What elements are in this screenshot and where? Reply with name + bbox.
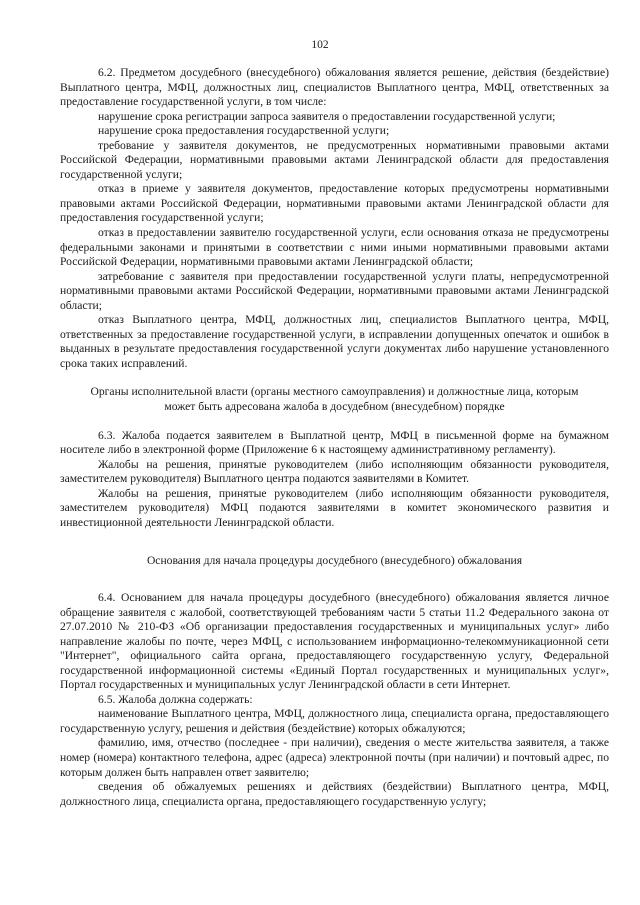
section-heading: Органы исполнительной власти (органы местного самоуправления) и должностные лица, которым может быть адресована жалоба в досудебном (внесудебном) порядке <box>90 385 579 414</box>
list-item: требование у заявителя документов, не предусмотренных нормативными правовыми актами Российской Федерации, нормативными правовыми актами Ленинградской области для предоставления государственной услуги; <box>60 138 609 181</box>
page-number: 102 <box>311 39 329 51</box>
list-item: отказ Выплатного центра, МФЦ, должностных лиц, специалистов Выплатного центра, МФЦ, ответственных за предоставление государственной услуги, в исправлении допущенных опечаток и ошибок в выданных в результате предоставления государственной услуги документах либо нарушение установленного срока таких исправлений. <box>60 313 609 370</box>
section-heading: Основания для начала процедуры досудебного (внесудебного) обжалования <box>146 554 523 568</box>
list-item: наименование Выплатного центра, МФЦ, должностного лица, специалиста органа, предоставляющего государственную услугу, решения и действия (бездействие) которых обжалуются; <box>60 707 609 735</box>
paragraph-6-3: 6.3. Жалоба подается заявителем в Выплатной центр, МФЦ в письменной форме на бумажном носителе либо в электронной форме (Приложение 6 к настоящему административному регламенту). <box>60 428 609 457</box>
list-item: отказ в предоставлении заявителю государственной услуги, если основания отказа не предусмотрены федеральными законами и принятыми в соответствии с ними иными нормативными правовыми актами Российской Федерации, нормативными правовыми актами Ленинградской области; <box>60 226 609 269</box>
list-item: сведения об обжалуемых решениях и действиях (бездействии) Выплатного центра, МФЦ, должностного лица, специалиста органа, предоставляющего государственную услугу; <box>60 780 609 808</box>
list-item: фамилию, имя, отчество (последнее - при наличии), сведения о месте жительства заявителя, а также номер (номера) контактного телефона, адрес (адреса) электронной почты (при наличии) и почтовый адрес, по которым должен быть направлен ответ заявителю; <box>60 736 609 779</box>
paragraph: Жалобы на решения, принятые руководителем (либо исполняющим обязанности руководителя, заместителем руководителя) МФЦ подаются заявителями в комитет экономического развития и инвестиционной деятельности Ленинградской области. <box>60 486 609 529</box>
list-item: затребование с заявителя при предоставлении государственной услуги платы, непредусмотренной нормативными правовыми актами Российской Федерации, нормативными правовыми актами Ленинградской области; <box>60 269 609 312</box>
paragraph: Жалобы на решения, принятые руководителем (либо исполняющим обязанности руководителя, заместителем руководителя) Выплатного центра подаются заявителями в Комитет. <box>60 457 609 486</box>
paragraph-6-2: 6.2. Предметом досудебного (внесудебного) обжалования является решение, действия (бездействие) Выплатного центра, МФЦ, должностных лиц, специалистов Выплатного центра, МФЦ, ответственных за предоставление государственной услуги, в том числе: <box>60 66 609 109</box>
list-item: нарушение срока предоставления государственной услуги; <box>98 124 390 138</box>
document-body <box>60 66 609 809</box>
list-item: нарушение срока регистрации запроса заявителя о предоставлении государственной услуги; <box>98 109 556 123</box>
paragraph-6-5: 6.5. Жалоба должна содержать: <box>98 692 253 706</box>
paragraph-6-4: 6.4. Основанием для начала процедуры досудебного (внесудебного) обжалования является личное обращение заявителя с жалобой, соответствующей требованиям части 5 статьи 11.2 Федерального закона от 27.07.2010 № 210-ФЗ «Об организации предоставления государственных и муниципальных услуг» либо направление жалобы по почте, через МФЦ, с использованием информационно-телекоммуникационной сети "Интернет", официального сайта органа, предоставляющего государственную услугу, Федеральной государственной информационной системы «Единый Портал государственных и муниципальных услуг», Портал государственных и муниципальных услуг Ленинградской области в сети Интернет. <box>60 590 609 692</box>
list-item: отказ в приеме у заявителя документов, предоставление которых предусмотрены нормативными правовыми актами Российской Федерации, нормативными правовыми актами Ленинградской области для предоставления государственной услуги; <box>60 182 609 225</box>
